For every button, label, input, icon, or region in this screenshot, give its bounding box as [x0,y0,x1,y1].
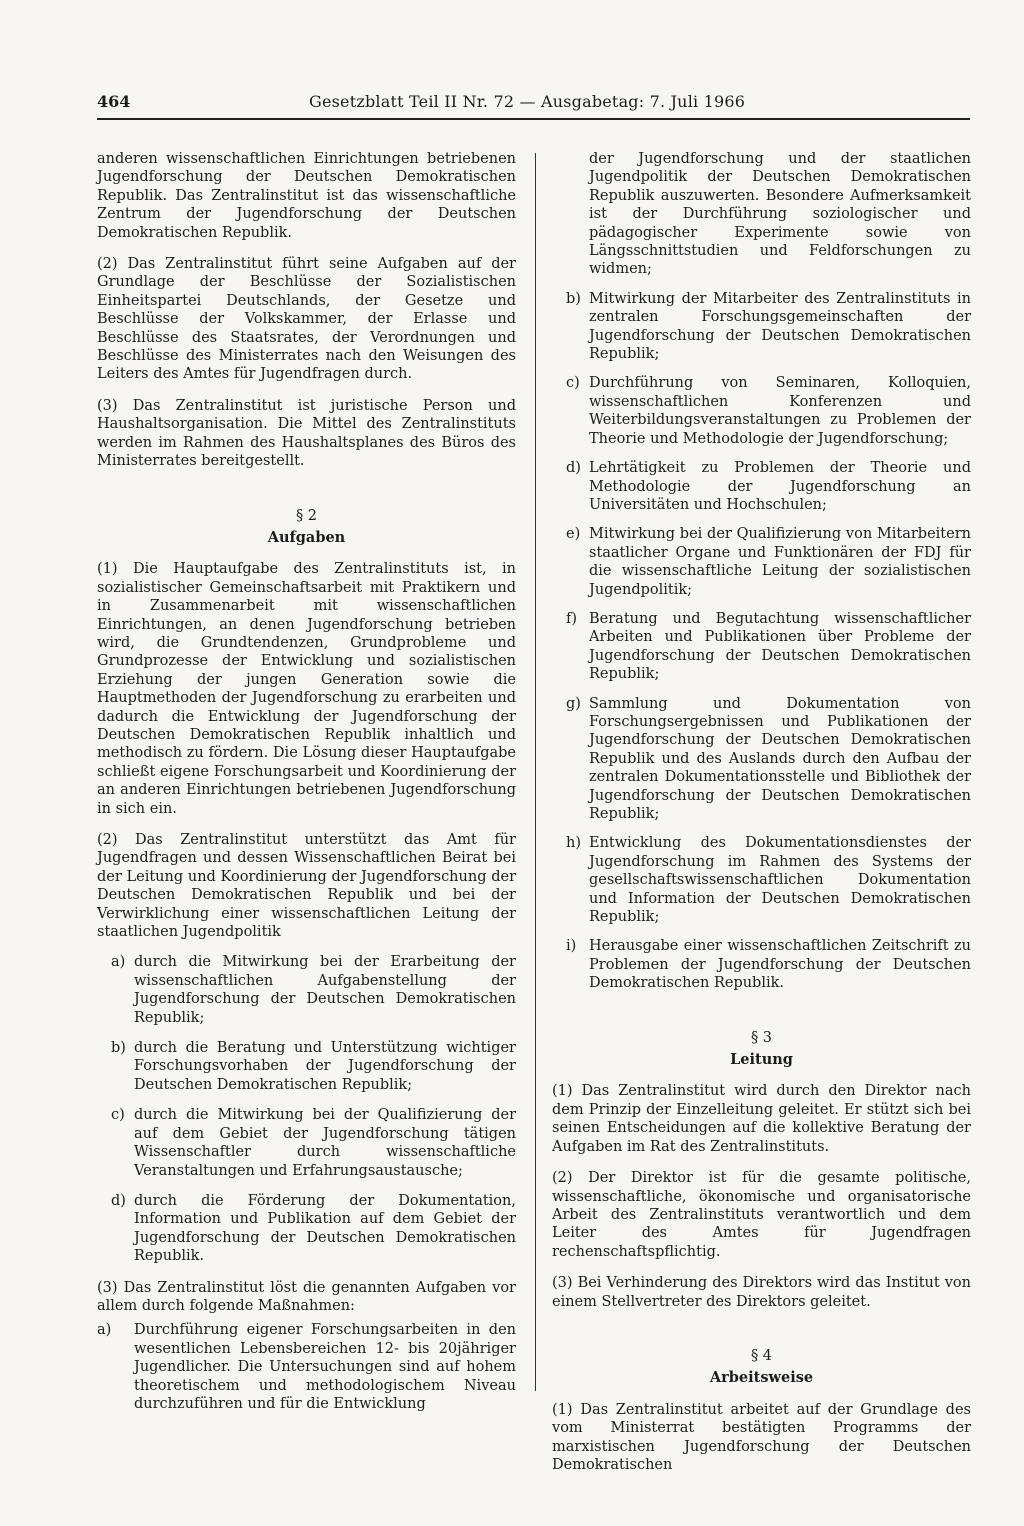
list-item-continuation: der Jugendforschung und der staatlichen Jugendpolitik der Deutschen Demokratischen Republik auszuwerten. Besondere Aufmerksamkeit ist der Durchführung soziologischer und pädagogischer Experimente sowie von Längsschnittstudien und Feldforschungen zu widmen; [589,151,971,278]
list-item-label: f) [566,610,578,627]
list-item [97,1321,516,1413]
list-item-label: b) [111,1040,126,1057]
paragraph-3-2: (2) Der Direktor ist für die gesamte politische, wissenschaftliche, ökonomische und organisatorische Arbeit des Zentralinstituts verantwortlich und dem Leiter des Amtes für Jugendfragen rechenschaftspflichtig. [552,1170,971,1260]
list-item-text: Mitwirkung bei der Qualifizierung von Mitarbeitern staatlicher Organe und Funktionären der FDJ für die wissenschaftliche Leitung der sozialistischen Jugendpolitik; [589,526,971,598]
paragraph-2-3: (3) Das Zentralinstitut löst die genannten Aufgaben vor allem durch folgende Maßnahmen: [97,1279,516,1314]
list-item-label: a) [97,1322,112,1339]
list-item-text: durch die Beratung und Unterstützung wichtiger Forschungsvorhaben der Jugendforschung der Deutschen Demokratischen Republik; [134,1040,516,1093]
list-item-text: Durchführung von Seminaren, Kolloquien, wissenschaftlichen Konferenzen und Weiterbildungsveranstaltungen zu Problemen der Theorie und Methodologie der Jugendforschung; [589,375,971,447]
list-item-text: Beratung und Begutachtung wissenschaftlicher Arbeiten und Publikationen über Probleme der Jugendforschung der Deutschen Demokratischen Republik; [589,610,971,683]
paragraph-continuation: anderen wissenschaftlichen Einrichtungen betriebenen Jugendforschung der Deutschen Demokratischen Republik. Das Zentralinstitut ist das wissenschaftliche Zentrum der Jugendforschung der Deutschen Demokratischen Republik. [97,151,516,241]
paragraph-3-3: (3) Bei Verhinderung des Direktors wird das Institut von einem Stellvertreter des Direktors geleitet. [552,1275,971,1310]
list-item-label: a) [111,954,126,971]
paragraph-4-1: (1) Das Zentralinstitut arbeitet auf der Grundlage des vom Ministerrat bestätigten Programms der marxistischen Jugendforschung der Deutschen Demokratischen [552,1401,971,1473]
list-item [97,1106,516,1180]
list-item [552,695,971,824]
paragraph-3-1: (1) Das Zentralinstitut wird durch den Direktor nach dem Prinzip der Einzelleitung geleitet. Er stützt sich bei seinen Entscheidungen auf die kollektive Beratung der Aufgaben im Rat des Zentralinstituts. [552,1083,971,1155]
list-item-label: g) [566,695,581,712]
section-2-number: § 2 [295,507,318,524]
list-item-label: i) [566,938,577,955]
section-3-number: § 3 [750,1029,773,1046]
running-title: Gesetzblatt Teil II Nr. 72 — Ausgabetag: 7. Juli 1966 [309,92,746,111]
list-item [552,525,971,599]
list-item-label: h) [566,835,581,852]
list-item [552,290,971,364]
page-header [97,88,970,120]
section-4-number: § 4 [750,1347,773,1364]
paragraph-2-2: (2) Das Zentralinstitut unterstützt das Amt für Jugendfragen und dessen Wissenschaftlichen Beirat bei der Leitung und Koordinierung der Jugendforschung der Deutschen Demokratischen Republik und bei der Verwirklichung einer wissenschaftlichen Leitung der staatlichen Jugendpolitik [97,832,516,941]
list-item [552,834,971,926]
page-number: 464 [97,92,131,111]
list-item [97,1192,516,1266]
list-item-label: d) [566,460,581,477]
list-item [97,953,516,1027]
list-item-text: Herausgabe einer wissenschaftlichen Zeitschrift zu Problemen der Jugendforschung der Deutschen Demokratischen Republik. [589,938,971,992]
list-item-text: Entwicklung des Dokumentationsdienstes der Jugendforschung im Rahmen des Systems der gesellschaftswissenschaftlichen Dokumentation und Information der Deutschen Demokratischen Republik; [589,835,971,926]
section-2-title: Aufgaben [267,528,346,546]
list-item-text: Lehrtätigkeit zu Problemen der Theorie und Methodologie der Jugendforschung an Universitäten und Hochschulen; [589,460,971,513]
left-column [97,150,516,1413]
list-item [552,459,971,514]
list-item [97,1039,516,1094]
list-item-label: d) [111,1192,126,1209]
list-item-text: Mitwirkung der Mitarbeiter des Zentralinstituts in zentralen Forschungsgemeinschaften der Jugendforschung der Deutschen Demokratischen Republik; [589,290,971,363]
list-item [552,610,971,684]
list-item [552,937,971,992]
list-item-text: Sammlung und Dokumentation von Forschungsergebnissen und Publikationen der Jugendforschung der Deutschen Demokratischen Republik und des Auslands durch den Aufbau der zentralen Dokumentationsstelle und Bibliothek der Jugendforschung der Deutschen Demokratischen Republik; [589,695,971,822]
list-item-label: e) [566,526,581,543]
section-3-title: Leitung [730,1051,793,1069]
list-item-text: Durchführung eigener Forschungsarbeiten in den wesentlichen Lebensbereichen 12- bis 20jähriger Jugendlicher. Die Untersuchungen sind auf hohem theoretischem und methodologischem Niveau durchzuführen und für die Entwicklung [134,1322,516,1412]
section-4-title: Arbeitsweise [709,1369,814,1387]
list-item-text: durch die Mitwirkung bei der Erarbeitung der wissenschaftlichen Aufgabenstellung der Jugendforschung der Deutschen Demokratischen Republik; [134,954,516,1026]
list-item [552,374,971,448]
column-divider [535,153,536,1391]
list-item-label: c) [566,375,580,392]
list-item-label: c) [111,1107,125,1124]
paragraph-2-1: (1) Die Hauptaufgabe des Zentralinstituts ist, in sozialistischer Gemeinschaftsarbeit mit Praktikern und in Zusammenarbeit mit wissenschaftlichen Einrichtungen, an denen Jugendforschung betrieben wird, die Grundtendenzen, Grundprobleme und Grundprozesse der Entwicklung und sozialistischen Erziehung der jungen Generation sowie die Hauptmethoden der Jugendforschung zu erarbeiten und dadurch die Entwicklung der Jugendforschung der Deutschen Demokratischen Republik inhaltlich und methodisch zu fördern. Die Lösung dieser Hauptaufgabe schließt eigene Forschungsarbeit und Koordinierung der an anderen Einrichtungen betriebenen Jugendforschung in sich ein. [97,561,516,817]
paragraph-1-2: (2) Das Zentralinstitut führt seine Aufgaben auf der Grundlage der Beschlüsse der Sozialistischen Einheitspartei Deutschlands, der Gesetze und Beschlüsse der Volkskammer, der Erlasse und Beschlüsse des Staatsrates, der Verordnungen und Beschlüsse des Ministerrates nach den Weisungen des Leiters des Amtes für Jugendfragen durch. [97,256,516,383]
paragraph-1-3: (3) Das Zentralinstitut ist juristische Person und Haushaltsorganisation. Die Mittel des Zentralinstituts werden im Rahmen des Haushaltsplanes des Büros des Ministerrates bereitgestellt. [97,397,516,470]
list-item-label: b) [566,290,581,307]
list-item-text: durch die Förderung der Dokumentation, Information und Publikation auf dem Gebiet der Jugendforschung der Deutschen Demokratischen Republik. [134,1192,516,1265]
right-column [552,150,971,1474]
list-item-text: durch die Mitwirkung bei der Qualifizierung der auf dem Gebiet der Jugendforschung tätigen Wissenschaftler durch wissenschaftliche Veranstaltungen und Erfahrungsaustausche; [134,1107,516,1179]
